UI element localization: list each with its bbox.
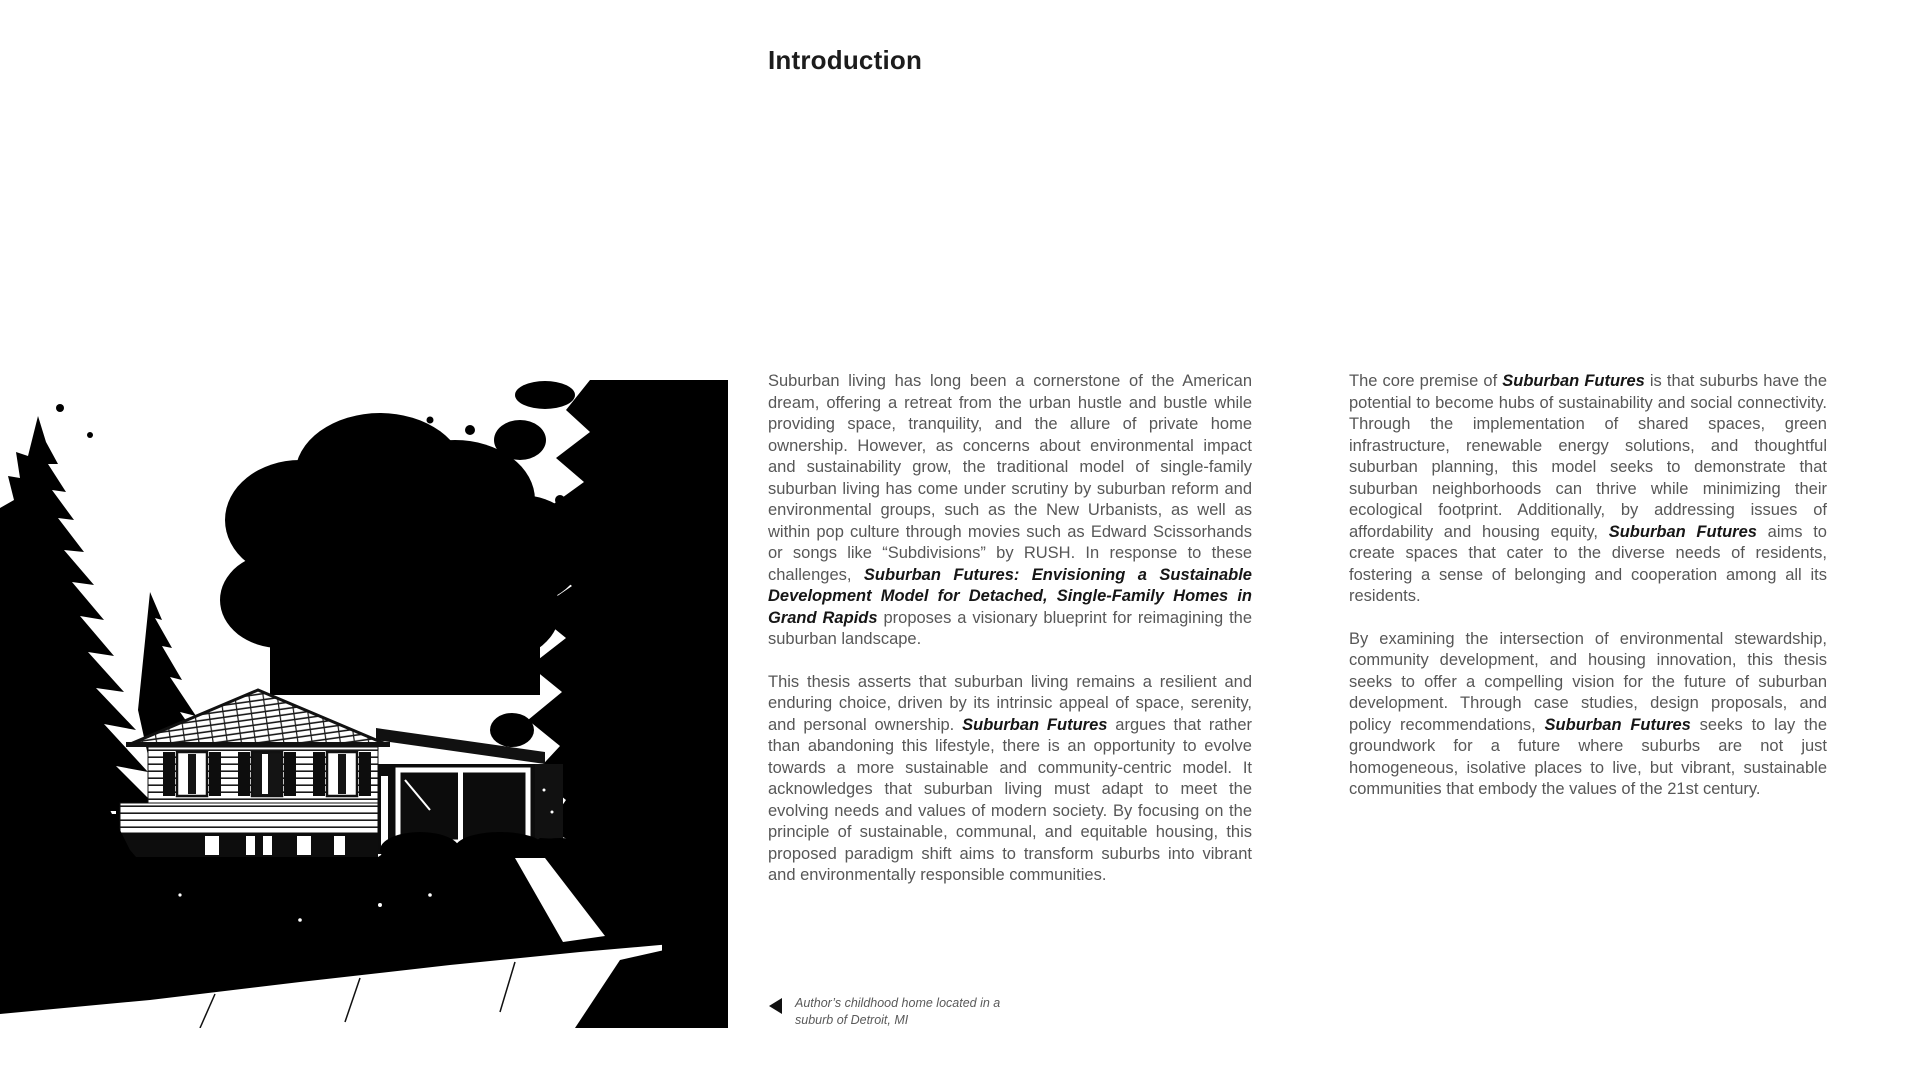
paragraph: The core premise of Suburban Futures is that suburbs have the potential to become hubs of sustainability and social connectivity. Through the implementation of shared spaces, green infrastructure, renewable energy solutions, and thoughtful suburban planning, this model seeks to demonstrate that suburban neighborhoods can thrive while minimizing their ecological footprint. Additionally, by addressing issues of affordability and housing equity, Suburban Futures aims to create spaces that cater to the diverse needs of residents, fostering a sense of belonging and cooperation among all its residents. <box>1349 372 1828 605</box>
paragraph: Suburban living has long been a cornerstone of the American dream, offering a retreat from the urban hustle and bustle while providing space, tranquility, and the allure of private home ownership. However, as concerns about environmental impact and sustainability grow, the traditional model of single-family suburban living has come under scrutiny by suburban reform and environmental groups, such as the New Urbanists, as well as within pop culture through movies such as Edward Scissorhands or songs like “Subdivisions” by RUSH. In response to these challenges, Suburban Futures: Envisioning a Sustainable Development Model for Detached, Single-Family Homes in Grand Rapids proposes a visionary blueprint for reimagining the suburban landscape. <box>768 372 1253 648</box>
paragraph: This thesis asserts that suburban living remains a resilient and enduring choice, driven by its intrinsic appeal of space, serenity, and personal ownership. Suburban Futures argues that rather than abandoning this lifestyle, there is an opportunity to evolve towards a more sustainable and community-centric model. It acknowledges that suburban living must adapt to meet the evolving needs and values of modern society. By focusing on the principle of sustainable, communal, and equitable housing, this proposed paradigm shift aims to transform suburbs into vibrant and environmentally responsible communities. <box>768 672 1253 884</box>
left-triangle-icon <box>769 998 782 1014</box>
page-title: Introduction <box>768 45 923 76</box>
paragraph: By examining the intersection of environmental stewardship, community development, and housing innovation, this thesis seeks to offer a compelling vision for the future of suburban development. Through case studies, design proposals, and policy recommendations, Suburban Futures seeks to lay the groundwork for a future where suburbs are not just homogeneous, isolative places to live, but vibrant, sustainable communities that embody the values of the 21st century. <box>1349 629 1827 798</box>
suburban-house-photo <box>0 380 728 1028</box>
figure-caption <box>769 995 1013 1028</box>
text-column-2 <box>1349 371 1827 822</box>
suburban-house-illustration <box>0 380 728 1028</box>
figure-caption-text: Author’s childhood home located in a suburb of Detroit, MI <box>795 996 1001 1027</box>
text-column-1 <box>768 371 1252 908</box>
